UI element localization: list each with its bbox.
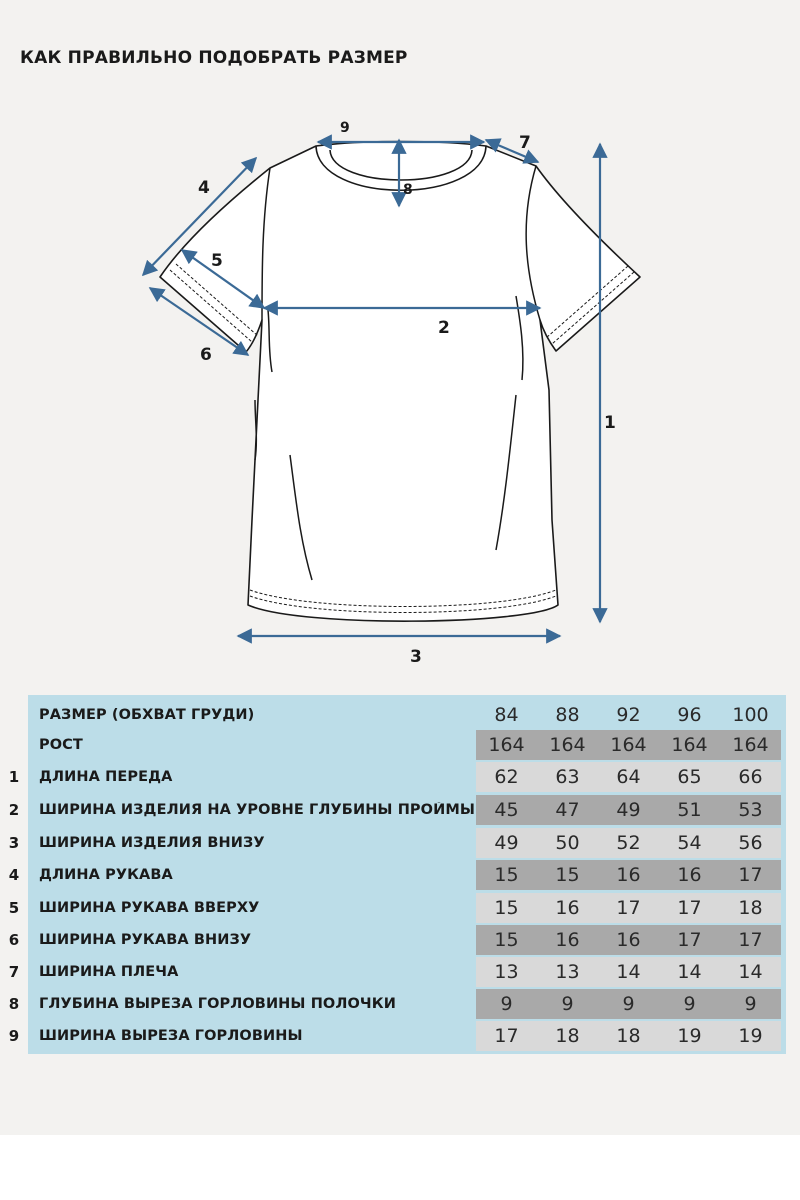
header-label: РАЗМЕР (ОБХВАТ ГРУДИ) (39, 707, 255, 723)
label-8: 8 (403, 182, 413, 198)
cell-value: 17 (738, 929, 763, 951)
cell-value: 16 (555, 929, 580, 951)
cell-value: 62 (494, 766, 519, 788)
cell-value: 17 (677, 929, 702, 951)
cell-value: 56 (738, 832, 763, 854)
cell-value: 17 (616, 897, 641, 919)
label-5: 5 (211, 251, 223, 271)
table-row-height (0, 729, 800, 761)
table-row (0, 956, 800, 988)
row-number: 7 (8, 963, 20, 981)
header-size: 92 (616, 704, 641, 726)
page-title: КАК ПРАВИЛЬНО ПОДОБРАТЬ РАЗМЕР (20, 48, 408, 68)
row-number: 3 (8, 834, 20, 852)
tshirt-outline (160, 142, 640, 622)
row-label: ШИРИНА ВЫРЕЗА ГОРЛОВИНЫ (39, 1028, 303, 1044)
cell-value: 54 (677, 832, 702, 854)
table-row (0, 1020, 800, 1052)
row-number: 8 (8, 995, 20, 1013)
row-label: ДЛИНА ПЕРЕДА (39, 769, 173, 785)
height-value: 164 (610, 734, 647, 756)
label-7: 7 (519, 133, 531, 153)
row-label: ШИРИНА РУКАВА ВНИЗУ (39, 932, 252, 948)
table-row (0, 924, 800, 956)
cell-value: 16 (616, 929, 641, 951)
row-label: ШИРИНА ИЗДЕЛИЯ ВНИЗУ (39, 835, 265, 851)
label-1: 1 (604, 413, 616, 433)
cell-value: 18 (738, 897, 763, 919)
cell-value: 16 (616, 864, 641, 886)
header-size: 88 (555, 704, 580, 726)
cell-value: 9 (744, 993, 757, 1015)
cell-value: 13 (555, 961, 580, 983)
cell-value: 9 (561, 993, 574, 1015)
cell-value: 13 (494, 961, 519, 983)
cell-value: 52 (616, 832, 641, 854)
tshirt-diagram (0, 100, 800, 680)
cell-value: 51 (677, 799, 702, 821)
cell-value: 19 (677, 1025, 702, 1047)
cell-value: 17 (738, 864, 763, 886)
cell-value: 16 (677, 864, 702, 886)
tshirt-svg (0, 100, 800, 680)
header-cells (476, 700, 781, 730)
row-label: ШИРИНА РУКАВА ВВЕРХУ (39, 900, 260, 916)
bottom-strip (0, 1135, 800, 1200)
row-label: ШИРИНА ПЛЕЧА (39, 964, 179, 980)
cell-value: 9 (683, 993, 696, 1015)
cell-value: 19 (738, 1025, 763, 1047)
cell-value: 17 (494, 1025, 519, 1047)
cell-value: 66 (738, 766, 763, 788)
cell-value: 14 (677, 961, 702, 983)
row-number: 5 (8, 899, 20, 917)
cell-value: 49 (494, 832, 519, 854)
cell-value: 9 (622, 993, 635, 1015)
height-value: 164 (732, 734, 769, 756)
cell-value: 15 (494, 929, 519, 951)
header-size: 84 (494, 704, 519, 726)
height-value: 164 (671, 734, 708, 756)
row-label: ДЛИНА РУКАВА (39, 867, 173, 883)
cell-value: 17 (677, 897, 702, 919)
cell-value: 14 (616, 961, 641, 983)
cell-value: 53 (738, 799, 763, 821)
cell-value: 15 (494, 897, 519, 919)
cell-value: 45 (494, 799, 519, 821)
row-label: ШИРИНА ИЗДЕЛИЯ НА УРОВНЕ ГЛУБИНЫ ПРОЙМЫ (39, 802, 475, 818)
header-size: 100 (732, 704, 769, 726)
cell-value: 63 (555, 766, 580, 788)
cell-value: 16 (555, 897, 580, 919)
row-number: 4 (8, 866, 20, 884)
table-row (0, 794, 800, 826)
header-size: 96 (677, 704, 702, 726)
height-cells (476, 730, 781, 760)
cell-value: 47 (555, 799, 580, 821)
cell-value: 49 (616, 799, 641, 821)
cell-value: 65 (677, 766, 702, 788)
row-number: 9 (8, 1027, 20, 1045)
row-label: ГЛУБИНА ВЫРЕЗА ГОРЛОВИНЫ ПОЛОЧКИ (39, 996, 396, 1012)
row-number: 1 (8, 768, 20, 786)
table-row (0, 988, 800, 1020)
cell-value: 64 (616, 766, 641, 788)
height-value: 164 (549, 734, 586, 756)
cell-value: 50 (555, 832, 580, 854)
cell-value: 18 (555, 1025, 580, 1047)
row-number: 2 (8, 801, 20, 819)
table-row (0, 859, 800, 891)
row-number: 6 (8, 931, 20, 949)
cell-value: 9 (500, 993, 513, 1015)
height-value: 164 (488, 734, 525, 756)
height-label: РОСТ (39, 737, 83, 753)
table-row (0, 892, 800, 924)
label-9: 9 (340, 120, 350, 136)
cell-value: 15 (494, 864, 519, 886)
table-row (0, 827, 800, 859)
label-2: 2 (438, 318, 450, 338)
label-6: 6 (200, 345, 212, 365)
label-4: 4 (198, 178, 210, 198)
cell-value: 15 (555, 864, 580, 886)
cell-value: 18 (616, 1025, 641, 1047)
cell-value: 14 (738, 961, 763, 983)
table-header-row (0, 699, 800, 731)
label-3: 3 (410, 647, 422, 667)
table-row (0, 761, 800, 793)
